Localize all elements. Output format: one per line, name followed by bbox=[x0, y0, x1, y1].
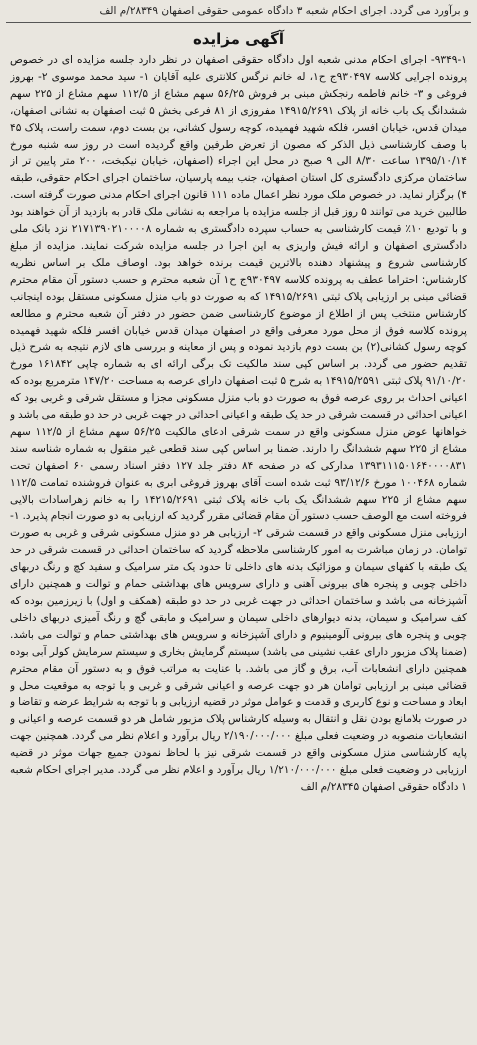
separator-rule bbox=[6, 22, 471, 23]
previous-notice-tail: و برآورد می گردد. اجرای احکام شعبه ۳ دادگاه عمومی حقوقی اصفهان ۲۸۳۴۹/م الف bbox=[99, 5, 469, 17]
notice-body bbox=[10, 52, 467, 1037]
notice-headline: آگهی مزایده bbox=[192, 30, 285, 48]
notice-paragraph: ۹۳۴۹-۱- اجرای احکام مدنی شعبه اول دادگاه حقوقی اصفهان در نظر دارد جلسه مزایده ای در خصوص پرونده اجرایی کلاسه ۹۳۰۴۹۷ج ح۱، له خانم نرگس کلانتری علیه آقایان ۱- سید محمد موسوی ۲- بهروز فروغی و ۳- خانم فاطمه رنجکش مبنی بر فروش ۵۶/۲۵ سهم مشاع از ۱۱۲/۵ سهم مشاع از ۲۲۵ سهم ششدانگ یک باب خانه از پلاک ۱۴۹۱۵/۲۶۹۱ مفروزی از ۸۱ فرعی بخش ۵ ثبت اصفهان به نشانی اصفهان، میدان قدس، خیابان افسر، فلکه شهید فهمیده، کوچه رسول کشانی، بن بست دوم، سمت راست، پلاک ۴۵ با وصف کارشناسی ذیل الذکر که مصون از تعرض طرفین واقع گردیده است در روز سه شنبه مورخ ۱۳۹۵/۱۰/۱۴ ساعت ۸/۳۰ الی ۹ صبح در محل این اجراء (اصفهان، خیابان نیکبخت، ۲۰۰ متر پایین تر از ساختمان مرکزی دادگستری کل استان اصفهان، جنب بیمه پارسیان، ساختمان اجرای احکام حقوقی، طبقه ۴) برگزار نماید. در خصوص ملک مورد نظر اعمال ماده ۱۱۱ قانون اجرای احکام مدنی صورت گرفته است. طالبین خرید می توانند ۵ روز قبل از جلسه مزایده با مراجعه به نشانی ملک قادر به بازدید از آن خواهند بود و با تودیع ۱۰٪ قیمت کارشناسی به حساب سپرده دادگستری به شماره ۲۱۷۱۳۹۰۲۱۰۰۰۰۸ نزد بانک ملی دادگستری اصفهان و ارائه فیش واریزی به این اجرا در جلسه مزایده شرکت نمایند. مزایده از مبلغ کارشناسی شروع و پیشنهاد دهنده بالاترین قیمت برنده خواهد بود. اوصاف ملک بر اساس نظریه کارشناس: احتراما عطف به پرونده کلاسه ۹۳۰۴۹۷ج ح۱ آن شعبه محترم و حسب دستور آن مقام محترم قضائی مبنی بر ارزیابی پلاک ثبتی ۱۴۹۱۵/۲۶۹۱ که به صورت دو باب منزل مسکونی مستقل بوده اینجانب کارشناس منتخب پس از اطلاع از موضوع کارشناسی ضمن حضور در دفتر آن شعبه محترم و مطالعه پرونده کلاسه فوق از محل مورد معرفی واقع در اصفهان میدان قدس خیابان افسر فلکه شهید فهمیده کوچه رسول کشانی(۲) بن بست دوم بازدید نموده و پس از معاینه و بررسی های لازم نتیجه به شرح ذیل تقدیم حضور می گردد. بر اساس کپی سند مالکیت تک برگی ارائه ای به شماره چاپی ۱۶۱۸۴۲ مورخ ۹۱/۱۰/۲۰ پلاک ثبتی ۱۴۹۱۵/۲۵۹۱ به شرح ۵ ثبت اصفهان دارای عرصه به مساحت ۱۴۷/۲۰ مترمربع بوده که اعیانی احداث بر روی عرصه فوق به صورت دو باب منزل مسکونی مجزا و مستقل شرقی و غربی بود که اعیانی احداثی در قسمت شرقی در حد یک طبقه و اعیانی احداثی در جهت غربی در حد دو طبقه می باشد و خواهانها عوض منزل مسکونی واقع در سمت شرقی ادعای مالکیت ۵۶/۲۵ سهم مشاع از ۱۱۲/۵ سهم مشاع از ۲۲۵ سهم ششدانگ را دارند. ضمنا بر اساس کپی سند قطعی غیر منقول به شماره شناسه سند ۱۳۹۳۱۱۱۵۰۱۶۴۰۰۰۰۸۳۱ مدارکی که در صفحه ۸۴ دفتر جلد ۱۲۷ دفتر اسناد رسمی ۶۰ اصفهان تحت شماره ۱۰۰۴۶۸ مورخ ۹۳/۱۲/۶ ثبت شده است آقای بهروز فروغی ابری به عنوان فروشنده تمامت ۱۱۲/۵ سهم مشاع از ۲۲۵ سهم ششدانگ یک باب خانه پلاک ثبتی ۱۴۲۱۵/۲۶۹۱ را به خانم زهراسادات بالایی فروخته است مع الوصف حسب دستور آن مقام قضائی مقرر گردید که ارزیابی به دو صورت انجام پذیرد. ۱- ارزیابی منزل مسکونی واقع در قسمت شرقی ۲- ارزیابی هر دو منزل مسکونی شرقی و غربی به صورت توامان. در زمان مباشرت به امور کارشناسی ملاحظه گردید که ساختمان احداثی در قسمت شرقی در حد یک طبقه با کفهای سیمان و موزائیک بدنه های داخلی تا حدود یک متر سرامیک و سفید کچ و رنگ دربهای داخلی چوبی و پنجره های بیرونی آهنی و دارای سرویس های بهداشتی حمام و توالت و همچنین دارای آشپزخانه می باشد و ساختمان احداثی در جهت غربی در حد دو طبقه (همکف و اول) با زیرزمین بوده که کف سرامیک و سیمان، بدنه دیوارهای داخلی سیمان و سرامیک و مابقی گچ و رنگ آمیزی دربهای داخلی چوبی و پنجره های بیرونی آلومینیوم و دارای آشپزخانه و سرویس های بهداشتی حمام و توالت می باشد. (ضمنا پلاک مزبور دارای عقب نشینی می باشد) سیستم گرمایش بخاری و سیستم سرمایش کولر آبی بوده همچنین دارای انشعابات آب، برق و گاز می باشد. با عنایت به مراتب فوق و به دستور آن مقام محترم قضائی مبنی بر ارزیابی توامان هر دو جهت عرصه و اعیانی شرقی و غربی و با توجه به موقعیت محل و ابعاد و مساحت و نوع کاربری و قدمت و عوامل موثر در قضیه ارزیابی و با توجه به شرایط عرضه و تقاضا و در صورت بلامانع بودن نقل و انتقال به وسیله کارشناس پلاک مزبور شامل هر دو قسمت عرصه و اعیانی و انشعابات منصوبه در وضعیت فعلی مبلغ ۲/۱۹۰/۰۰۰/۰۰۰ ریال برآورد و اعلام نظر می گردد. همچنین جهت پایه کارشناسی منزل مسکونی واقع در قسمت شرقی نیز با لحاظ نمودن جمیع جهات موثر در قضیه ارزیابی در وضعیت فعلی مبلغ ۱/۲۱۰/۰۰۰/۰۰۰ ریال برآورد و اعلام نظر می گردد. مدیر اجرای احکام شعبه ۱ دادگاه حقوقی اصفهان ۲۸۳۴۵/م الف bbox=[10, 54, 467, 793]
